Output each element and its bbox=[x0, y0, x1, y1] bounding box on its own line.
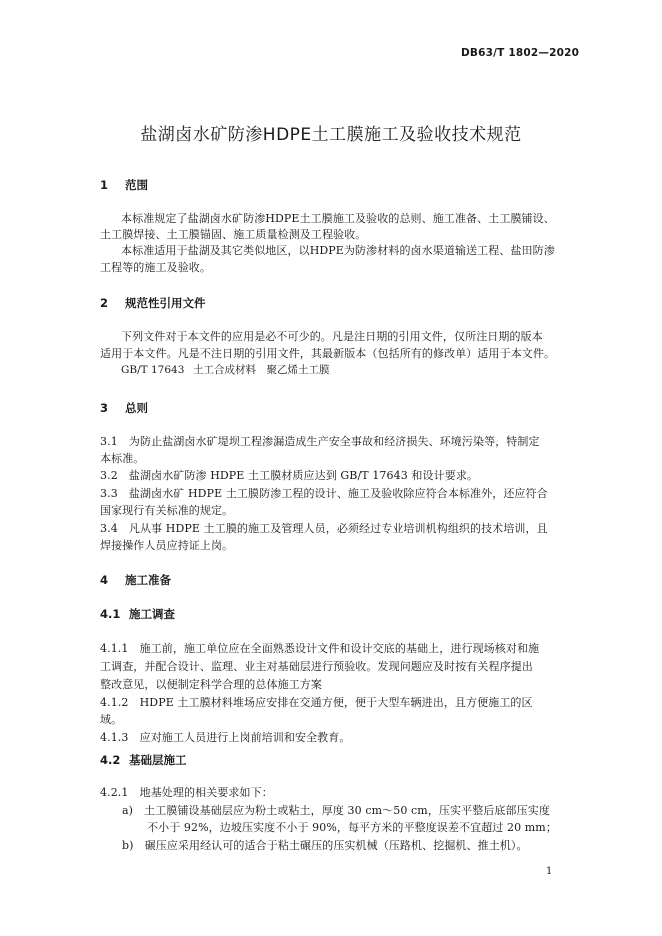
clause-line: 4.1.1 施工前，施工单位应在全面熟悉设计文件和设计交底的基础上，进行现场核对和施 bbox=[100, 642, 540, 655]
section-title: 施工准备 bbox=[125, 573, 171, 587]
clause-line: 3.3 盐湖卤水矿 HDPE 土工膜防渗工程的设计、施工及验收除应符合本标准外，还应符合 bbox=[100, 487, 548, 500]
subsection-title: 施工调查 bbox=[129, 607, 175, 621]
section-number: 1 bbox=[100, 178, 109, 192]
clause-line: 国家现行有关标准的规定。 bbox=[100, 504, 234, 517]
reference-code: GB/T 17643 bbox=[121, 364, 185, 376]
paragraph-line: 土工膜焊接、土工膜锚固、施工质量检测及工程验收。 bbox=[100, 228, 367, 241]
standard-number: DB63/T 1802—2020 bbox=[461, 47, 580, 59]
page-number: 1 bbox=[546, 866, 553, 877]
paragraph-line: 本标准规定了盐湖卤水矿防渗HDPE土工膜施工及验收的总则、施工准备、土工膜铺设、 bbox=[121, 212, 555, 225]
subsection-4-1-heading bbox=[100, 606, 175, 622]
section-1-heading bbox=[100, 177, 148, 193]
clause-line: 域。 bbox=[100, 713, 123, 726]
section-title: 总则 bbox=[125, 401, 148, 415]
section-4-heading bbox=[100, 572, 171, 588]
subsection-4-2-heading bbox=[100, 752, 187, 768]
clause-line: 3.4 凡从事 HDPE 土工膜的施工及管理人员，必须经过专业培训机构组织的技术培训，且 bbox=[100, 522, 548, 535]
clause-line: 整改意见，以便制定科学合理的总体施工方案 bbox=[100, 678, 322, 691]
clause-line: 本标准。 bbox=[100, 452, 145, 465]
section-2-heading bbox=[100, 295, 206, 311]
clause-line: 3.2 盐湖卤水矿防渗 HDPE 土工膜材质应达到 GB/T 17643 和设计要求。 bbox=[100, 469, 479, 482]
section-number: 4 bbox=[100, 573, 109, 587]
section-title: 范围 bbox=[125, 178, 148, 192]
paragraph-line: 下列文件对于本文件的应用是必不可少的。凡是注日期的引用文件，仅所注日期的版本 bbox=[121, 330, 543, 343]
subsection-number: 4.2 bbox=[100, 753, 121, 767]
clause-line: 3.1 为防止盐湖卤水矿堤坝工程渗漏造成生产安全事故和经济损失、环境污染等，特制定 bbox=[100, 435, 540, 448]
section-number: 2 bbox=[100, 296, 109, 310]
clause-line: 4.1.3 应对施工人员进行上岗前培训和安全教育。 bbox=[100, 731, 351, 744]
normative-reference bbox=[121, 362, 330, 377]
section-number: 3 bbox=[100, 401, 109, 415]
clause-line: 4.2.1 地基处理的相关要求如下： bbox=[100, 786, 273, 799]
clause-line: 焊接操作人员应持证上岗。 bbox=[100, 539, 234, 552]
subsection-number: 4.1 bbox=[100, 607, 121, 621]
list-item-continuation: 不小于 92%，边坡压实度不小于 90%，每平方米的平整度误差不宜超过 20 mm； bbox=[147, 821, 557, 834]
document-title: 盐湖卤水矿防渗HDPE土工膜施工及验收技术规范 bbox=[140, 125, 522, 145]
list-item: a) 土工膜铺设基础层应为粉土或粘土，厚度 30 cm～50 cm，压实平整后底部压实度 bbox=[122, 804, 550, 817]
list-item: b) 碾压应采用经认可的适合于粘土碾压的压实机械（压路机、挖掘机、推土机）。 bbox=[122, 839, 528, 852]
paragraph-line: 适用于本文件。凡是不注日期的引用文件，其最新版本（包括所有的修改单）适用于本文件。 bbox=[100, 347, 556, 360]
paragraph-line: 本标准适用于盐湖及其它类似地区，以HDPE为防渗材料的卤水渠道输送工程、盐田防渗 bbox=[121, 244, 555, 257]
section-3-heading bbox=[100, 400, 148, 416]
subsection-title: 基础层施工 bbox=[129, 753, 187, 767]
paragraph-line: 工程等的施工及验收。 bbox=[100, 261, 211, 274]
clause-line: 工调查，并配合设计、监理、业主对基础层进行预验收。发现问题应及时按有关程序提出 bbox=[100, 660, 533, 673]
section-title: 规范性引用文件 bbox=[125, 296, 206, 310]
reference-name: 土工合成材料 聚乙烯土工膜 bbox=[193, 364, 330, 376]
clause-line: 4.1.2 HDPE 土工膜材料堆场应安排在交通方便，便于大型车辆进出，且方便施工的区 bbox=[100, 696, 533, 709]
